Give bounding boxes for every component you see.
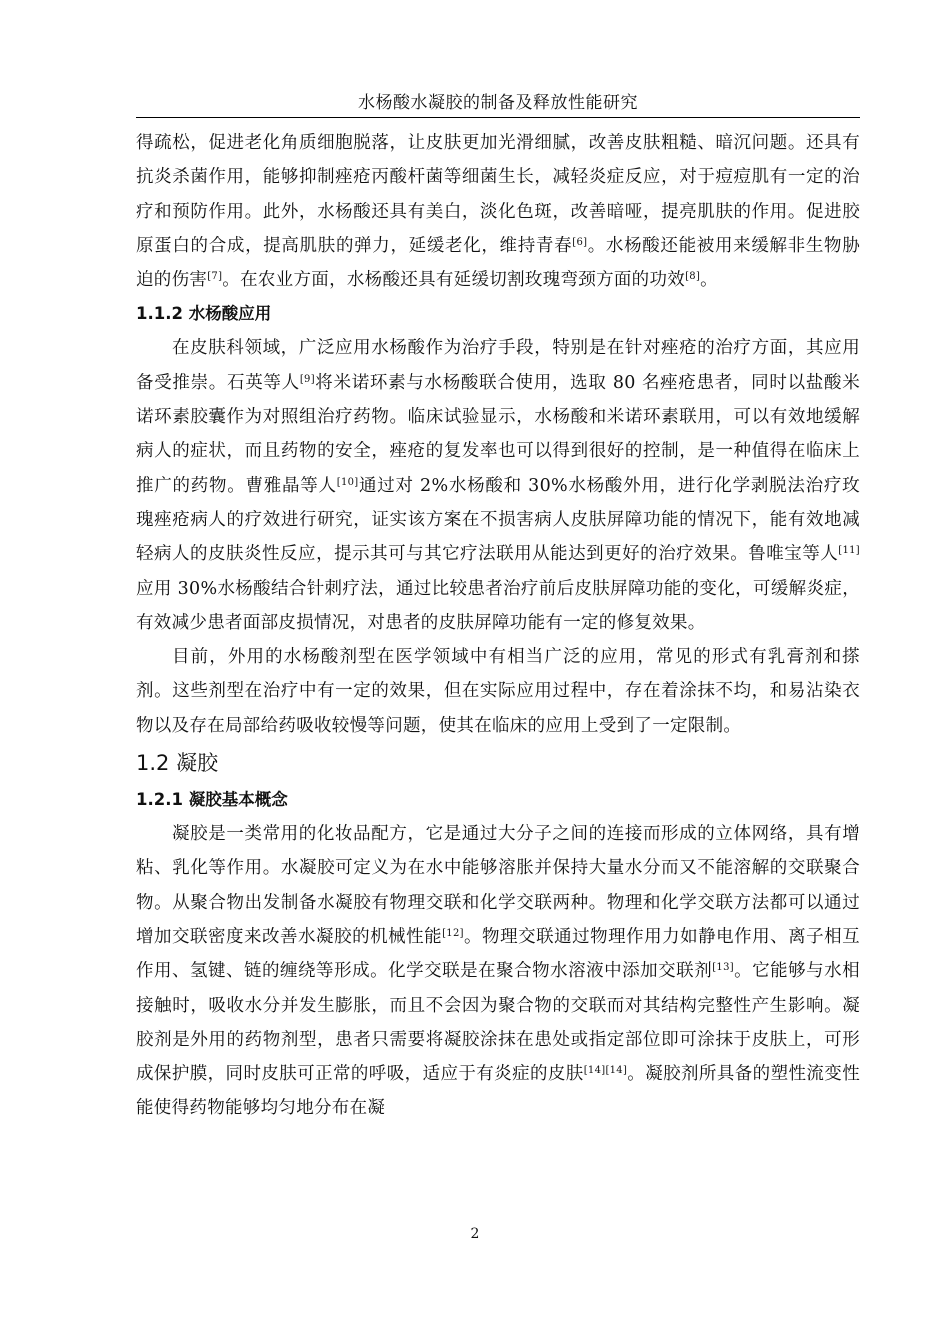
paragraph-salicylic-applications (136, 331, 860, 640)
text-run: 。凝胶剂所具备的塑性流变性能使得药物能够均匀地分布在凝 (136, 1064, 860, 1119)
page-footer (0, 1226, 950, 1242)
page-body (136, 126, 860, 1126)
citation-10: [10] (336, 476, 359, 488)
heading-1-1-2: 1.1.2 水杨酸应用 (136, 304, 272, 324)
citation-6: [6] (572, 236, 588, 248)
paragraph-gel-concept (136, 817, 860, 1126)
text-run: 。 (700, 270, 718, 291)
citation-8: [8] (685, 271, 701, 283)
paragraph-continuation (136, 126, 860, 297)
citation-9: [9] (299, 373, 315, 385)
text-run: 。在农业方面，水杨酸还具有延缓切割玫瑰弯颈方面的功效 (222, 270, 686, 291)
page-number: 2 (470, 1226, 480, 1242)
citation-12: [12] (442, 927, 464, 939)
text-run: 在皮肤科领域，广泛应用水杨酸作为治疗手段，特别是在针对痤疮的治疗方面，其应用备受推崇。石英等人 (136, 338, 860, 393)
text-run: 凝胶是一类常用的化妆品配方，它是通过大分子之间的连接而形成的立体网络，具有增粘、乳化等作用。水凝胶可定义为在水中能够溶胀并保持大量水分而又不能溶解的交联聚合物。从聚合物出发制备水凝胶有物理交联和化学交联两种。物理和化学交联方法都可以通过增加交联密度来改善水凝胶的机械性能 (136, 824, 860, 947)
citation-7: [7] (207, 271, 223, 283)
citation-14: [14][14] (583, 1065, 628, 1077)
text-run: 。水杨酸还能被用来缓解非生物胁迫的伤害 (136, 235, 861, 291)
text-run: 。它能够与水相接触时，吸收水分并发生膨胀，而且不会因为聚合物的交联而对其结构完整性产生影响。凝胶剂是外用的药物剂型，患者只需要将凝胶涂抹在患处或指定部位即可涂抹于皮肤上，可形成保护膜，同时皮肤可正常的呼吸，适应于有炎症的皮肤 (136, 961, 860, 1085)
running-header-title: 水杨酸水凝胶的制备及释放性能研究 (358, 93, 638, 113)
text-run: 应用 30%水杨酸结合针刺疗法，通过比较患者治疗前后皮肤屏障功能的变化，可缓解炎症，有效减少患者面部皮损情况，对患者的皮肤屏障功能有一定的修复效果。 (136, 578, 860, 633)
text-run: 通过对 2%水杨酸和 30%水杨酸外用，进行化学剥脱法治疗玫瑰痤疮病人的疗效进行研究，证实该方案在不损害病人皮肤屏障功能的情况下，能有效地减轻病人的皮肤炎性反应，提示其可与其它疗法联用从能达到更好的治疗效果。鲁唯宝等人 (136, 475, 860, 565)
running-header (136, 90, 860, 118)
heading-1-2-1: 1.2.1 凝胶基本概念 (136, 790, 288, 810)
citation-13: [13] (712, 962, 734, 974)
paragraph-dosage-forms: 目前，外用的水杨酸剂型在医学领域中有相当广泛的应用，常见的形式有乳膏剂和搽剂。这些剂型在治疗中有一定的效果，但在实际应用过程中，存在着涂抹不均，和易沾染衣物以及存在局部给药吸收较慢等问题，使其在临床的应用上受到了一定限制。 (136, 647, 860, 736)
text-run: 将米诺环素与水杨酸联合使用，选取 80 名痤疮患者，同时以盐酸米诺环素胶囊作为对照组治疗药物。临床试验显示，水杨酸和米诺环素联用，可以有效地缓解病人的症状，而且药物的安全，痤疮的复发率也可以得到很好的控制，是一种值得在临床上推广的药物。曹雅晶等人 (136, 372, 860, 496)
heading-1-2: 1.2 凝胶 (136, 751, 219, 776)
text-run: 。物理交联通过物理作用力如静电作用、离子相互作用、氢键、链的缠绕等形成。化学交联是在聚合物水溶液中添加交联剂 (136, 926, 860, 982)
text-run: 得疏松，促进老化角质细胞脱落，让皮肤更加光滑细腻，改善皮肤粗糙、暗沉问题。还具有抗炎杀菌作用，能够抑制痤疮丙酸杆菌等细菌生长，减轻炎症反应，对于痘痘肌有一定的治疗和预防作用。此外，水杨酸还具有美白，淡化色斑，改善暗哑，提亮肌肤的作用。促进胶原蛋白的合成，提高肌肤的弹力，延缓老化，维持青春 (136, 133, 860, 256)
citation-11: [11] (838, 545, 860, 557)
